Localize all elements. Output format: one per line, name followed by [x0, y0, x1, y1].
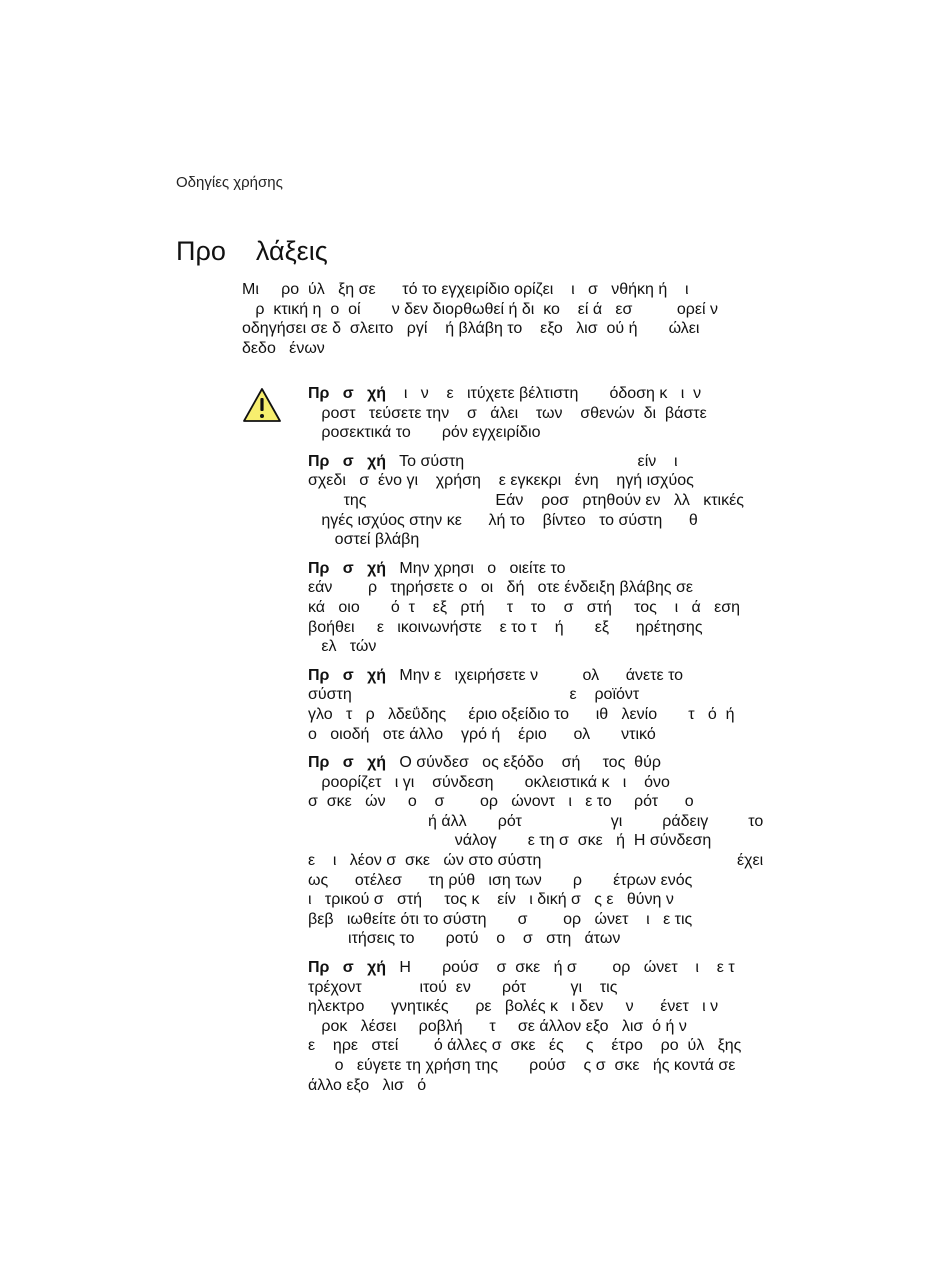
warning-text: Το σύστη είν ι: [386, 452, 678, 470]
warning-line: [308, 384, 778, 404]
warning-label: Πρ σ χή: [308, 559, 387, 577]
warning-line: ηλεκτρο γνητικές ρε βολές κ ι δεν ν ένετ ι ν: [308, 998, 719, 1016]
warning-line: βοήθει ε ικοινωνήστε ε το τ ή εξ ηρέτησης: [308, 618, 703, 636]
running-header: Οδηγίες χρήσης: [176, 174, 283, 191]
warning-text: Η ρούσ σ σκε ή σ ορ ώνετ ι ε τ: [386, 959, 735, 977]
warning-line: γλο τ ρ λδεΰδης έριο οξείδιο το ιθ λενίο τ ό ή: [308, 705, 735, 723]
warning-line: [308, 753, 778, 773]
warning-line: ηγές ισχύος στην κε λή το βίντεο το σύστη θ: [308, 511, 698, 529]
warning-line: οστεί βλάβη: [308, 531, 420, 549]
warning-line: ε ι λέον σ σκε ών στο σύστη έχει: [308, 852, 764, 870]
warning-line: ροορίζετ ι γι σύνδεση οκλειστικά κ ι όνο: [308, 773, 670, 791]
intro-line: ρ κτική η ο οί ν δεν διορθωθεί ή δι κο εί ά εσ ορεί ν: [242, 300, 718, 318]
warning-note: [308, 452, 778, 550]
warning-note: [308, 958, 778, 1095]
intro-paragraph: [242, 280, 767, 358]
warning-line: της Εάν ροσ ρτηθούν εν λλ κτικές: [308, 491, 744, 509]
section-title: Προ λάξεις: [176, 236, 328, 266]
warning-note: [308, 559, 778, 657]
warning-line: ή άλλ ρότ γι ράδειγ το: [308, 812, 764, 830]
warning-label: Πρ σ χή: [308, 959, 387, 977]
warning-line: εάν ρ τηρήσετε ο οι δή οτε ένδειξη βλάβης σε: [308, 579, 693, 597]
intro-line: Μι ρο ύλ ξη σε τό το εγχειρίδιο ορίζει ι σ νθήκη ή ι: [242, 281, 689, 298]
warning-line: νάλογ ε τη σ σκε ή Η σύνδεση: [308, 832, 712, 850]
warning-line: ο οιοδή οτε άλλο γρό ή έριο ολ ντικό: [308, 725, 656, 743]
warning-line: κά οιο ό τ εξ ρτή τ το σ στή τος ι ά εση: [308, 598, 740, 616]
warning-line: [308, 666, 778, 686]
warning-line: τρέχοντ ιτού εν ρότ γι τις: [308, 978, 618, 996]
warning-line: σχεδι σ ένο γι χρήση ε εγκεκρι ένη ηγή ισχύος: [308, 472, 694, 490]
warnings-list: [308, 384, 778, 1104]
warning-line: βεβ ιωθείτε ότι το σύστη σ ορ ώνετ ι ε τις: [308, 910, 693, 928]
warning-line: ως οτέλεσ τη ρύθ ιση των ρ έτρων ενός: [308, 871, 693, 889]
warning-line: ροσεκτικά το ρόν εγχειρίδιο: [308, 424, 541, 442]
intro-line: δεδο ένων: [242, 339, 325, 357]
warning-line: ε ηρε στεί ό άλλες σ σκε ές ς έτρο ρο ύλ ξης: [308, 1037, 742, 1055]
warning-line: ροκ λέσει ροβλή τ σε άλλον εξο λισ ό ή ν: [308, 1017, 687, 1035]
warning-label: Πρ σ χή: [308, 666, 387, 684]
warning-line: ροστ τεύσετε την σ άλει των σθενών δι βάστε: [308, 404, 707, 422]
warning-line: σύστη ε ροϊόντ: [308, 686, 640, 704]
warning-line: ιτήσεις το ροτύ ο σ στη άτων: [308, 930, 621, 948]
warning-line: [308, 452, 778, 472]
warning-note: [308, 384, 778, 443]
warning-line: σ σκε ών ο σ ορ ώνοντ ι ε το ρότ ο: [308, 793, 694, 811]
warning-text: Ο σύνδεσ ος εξόδο σή τος θύρ: [386, 754, 661, 772]
warning-text: Μην χρησι ο οιείτε το: [386, 559, 566, 577]
warning-text: ι ν ε ιτύχετε βέλτιστη όδοση κ ι ν: [386, 385, 702, 402]
warning-label: Πρ σ χή: [308, 385, 387, 402]
warning-text: Μην ε ιχειρήσετε ν ολ άνετε το: [386, 666, 684, 684]
warning-label: Πρ σ χή: [308, 754, 387, 772]
warning-line: ο εύγετε τη χρήση της ρούσ ς σ σκε ής κοντά σε: [308, 1057, 736, 1074]
warning-note: [308, 753, 778, 949]
warning-line: ι τρικού σ στή τος κ είν ι δική σ ς ε θύνη ν: [308, 891, 674, 909]
warning-triangle-icon: [242, 387, 282, 423]
warning-label: Πρ σ χή: [308, 452, 387, 470]
intro-line: οδηγήσει σε δ σλειτο ργί ή βλάβη το εξο λισ ού ή ώλει: [242, 320, 700, 338]
warning-note: [308, 666, 778, 744]
warning-line: άλλο εξο λισ ό: [308, 1076, 427, 1094]
warning-line: ελ τών: [308, 638, 377, 656]
warning-line: [308, 958, 778, 978]
warning-line: [308, 559, 778, 579]
